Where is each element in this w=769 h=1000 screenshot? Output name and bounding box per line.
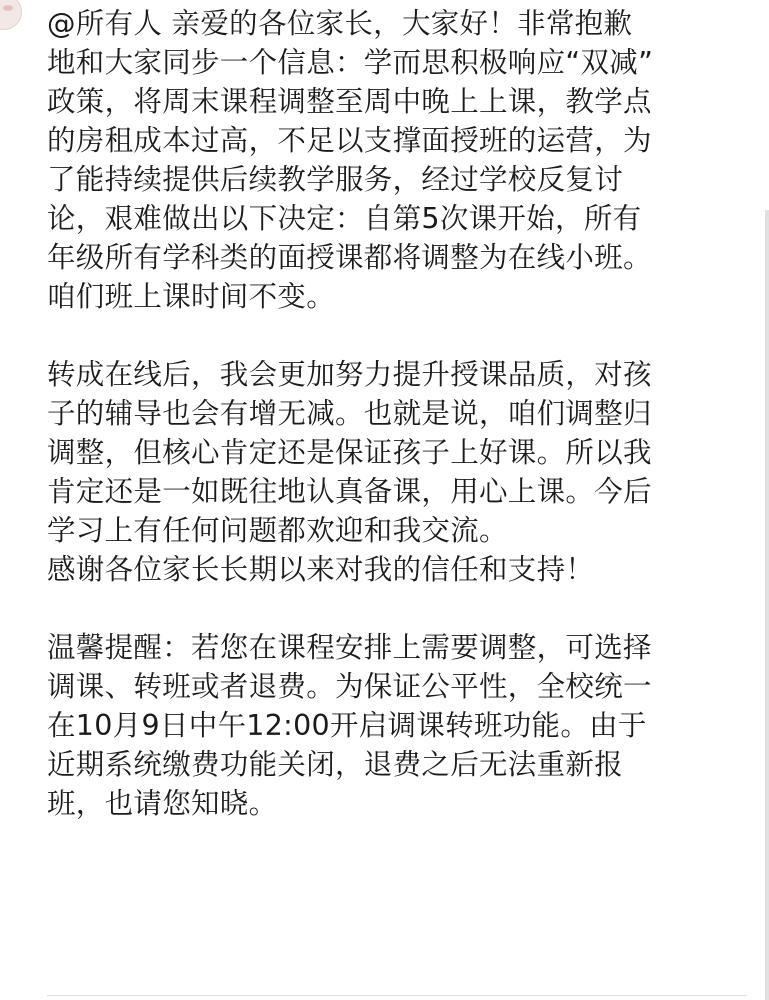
message-line: 班，也请您知晓。 xyxy=(47,787,278,820)
message-line: 转成在线后，我会更加努力提升授课品质，对孩 xyxy=(47,358,652,391)
message-line: 论，艰难做出以下决定：自第5次课开始，所有 xyxy=(47,202,642,235)
message-line: 年级所有学科类的面授课都将调整为在线小班。 xyxy=(47,241,652,274)
message-paragraph-1 xyxy=(47,4,747,316)
message-paragraph-3 xyxy=(47,628,747,823)
message-line: 学习上有任何问题都欢迎和我交流。 xyxy=(47,514,508,547)
message-line: 咱们班上课时间不变。 xyxy=(47,280,336,313)
divider xyxy=(47,995,747,996)
message-paragraph-2 xyxy=(47,355,747,589)
message-line: 肯定还是一如既往地认真备课，用心上课。今后 xyxy=(47,475,652,508)
message-line: 调整，但核心肯定还是保证孩子上好课。所以我 xyxy=(47,436,652,469)
message-line: 调课、转班或者退费。为保证公平性，全校统一 xyxy=(47,670,652,703)
message-line: 子的辅导也会有增无减。也就是说，咱们调整归 xyxy=(47,397,652,430)
message-line: 感谢各位家长长期以来对我的信任和支持！ xyxy=(47,553,595,586)
message-line: 在10月9日中午12:00开启调课转班功能。由于 xyxy=(47,709,647,742)
message-line: 的房租成本过高，不足以支撑面授班的运营，为 xyxy=(47,124,652,157)
paragraph-spacer xyxy=(47,316,747,355)
message-text xyxy=(47,4,747,823)
message-line: 地和大家同步一个信息：学而思积极响应“双减” xyxy=(47,46,654,79)
message-line: 政策，将周末课程调整至周中晚上上课，教学点 xyxy=(47,85,652,118)
message-line: 了能持续提供后续教学服务，经过学校反复讨 xyxy=(47,163,624,196)
message-line: 近期系统缴费功能关闭，退费之后无法重新报 xyxy=(47,748,624,781)
sender-avatar[interactable] xyxy=(0,0,22,30)
scrollbar[interactable] xyxy=(765,210,769,1000)
message-line: @所有人 亲爱的各位家长，大家好！非常抱歉 xyxy=(47,7,633,40)
paragraph-spacer xyxy=(47,589,747,628)
message-line: 温馨提醒：若您在课程安排上需要调整，可选择 xyxy=(47,631,652,664)
